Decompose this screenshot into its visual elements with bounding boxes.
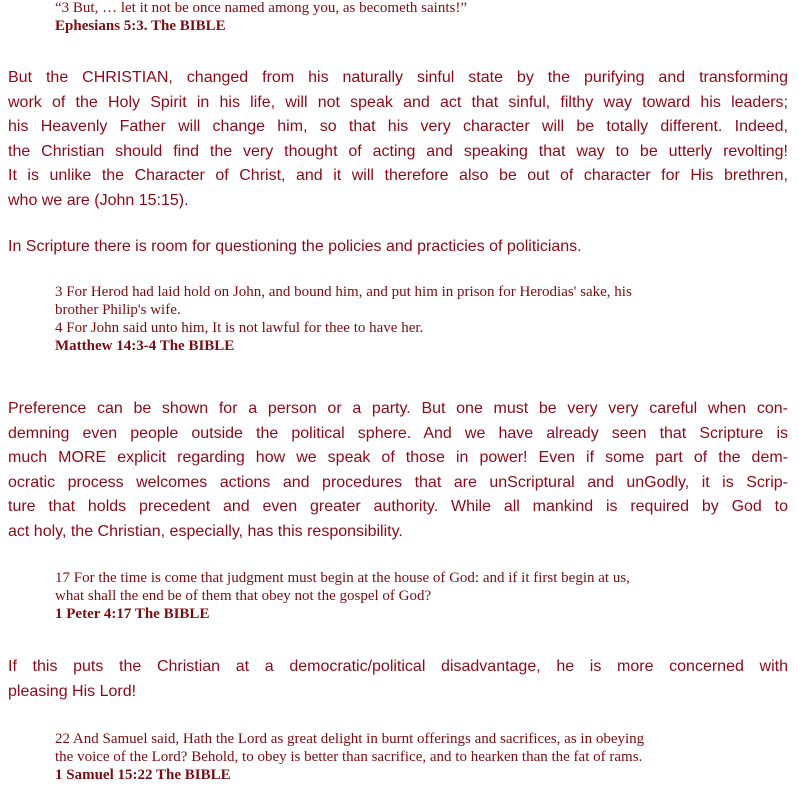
paragraph-line: But the CHRISTIAN, changed from his naturally sinful state by the purifying and transforming (8, 69, 788, 86)
quote-line: “3 But, … let it not be once named among you, as becometh saints!” (55, 0, 467, 16)
quote-line: what shall the end be of them that obey not the gospel of God? (55, 588, 432, 604)
quote-reference: Matthew 14:3-4 The BIBLE (55, 338, 235, 354)
paragraph-line: much MORE explicit regarding how we speak of those in power! Even if some part of the dem- (8, 449, 788, 466)
paragraph-line: the Christian should find the very thought of acting and speaking that way to be utterly revolting! (8, 142, 788, 160)
quote-line: 17 For the time is come that judgment must begin at the house of God: and if it first begin at us, (55, 570, 630, 586)
paragraph-line: In Scripture there is room for questioning the policies and practicies of politicians. (8, 238, 582, 255)
quote-reference: 1 Peter 4:17 The BIBLE (55, 606, 210, 622)
paragraph-line: If this puts the Christian at a democratic/political disadvantage, he is more concerned with (8, 658, 788, 675)
paragraph-line: act holy, the Christian, especially, has this responsibility. (8, 522, 403, 540)
paragraph-line: demning even people outside the political sphere. And we have already seen that Scripture is (8, 424, 788, 442)
quote-line: 4 For John said unto him, It is not lawful for thee to have her. (55, 320, 424, 336)
paragraph-line: work of the Holy Spirit in his life, will not speak and act that sinful, filthy way toward his leaders; (8, 93, 788, 111)
paragraph-political-disadvantage (8, 655, 788, 704)
quote-line: 3 For Herod had laid hold on John, and bound him, and put him in prison for Herodias' sake, his (55, 284, 632, 300)
scripture-quote-1-samuel (55, 730, 785, 784)
paragraph-scripture-questioning (8, 235, 788, 260)
paragraph-line: who we are (John 15:15). (8, 191, 189, 209)
scripture-quote-1-peter (55, 569, 775, 623)
paragraph-christian-character (8, 66, 788, 213)
paragraph-line: It is unlike the Character of Christ, and it will therefore also be out of character for His brethren, (8, 167, 788, 184)
quote-line: brother Philip's wife. (55, 302, 181, 318)
scripture-quote-ephesians (55, 0, 755, 35)
scripture-quote-matthew (55, 283, 775, 355)
paragraph-line: his Heavenly Father will change him, so that his very character will be totally different. Indeed, (8, 118, 788, 135)
paragraph-preference (8, 397, 788, 544)
paragraph-line: Preference can be shown for a person or a party. But one must be very very careful when con- (8, 400, 788, 417)
quote-reference: Ephesians 5:3. The BIBLE (55, 18, 226, 34)
paragraph-line: pleasing His Lord! (8, 682, 137, 700)
paragraph-line: ocratic process welcomes actions and procedures that are unScriptural and unGodly, it is Scrip- (8, 473, 788, 491)
quote-line: the voice of the Lord? Behold, to obey is better than sacrifice, and to hearken than the fat of rams. (55, 749, 643, 765)
paragraph-line: ture that holds precedent and even greater authority. While all mankind is required by God to (8, 498, 788, 515)
quote-line: 22 And Samuel said, Hath the Lord as great delight in burnt offerings and sacrifices, as in obeying (55, 731, 645, 747)
quote-reference: 1 Samuel 15:22 The BIBLE (55, 767, 231, 783)
